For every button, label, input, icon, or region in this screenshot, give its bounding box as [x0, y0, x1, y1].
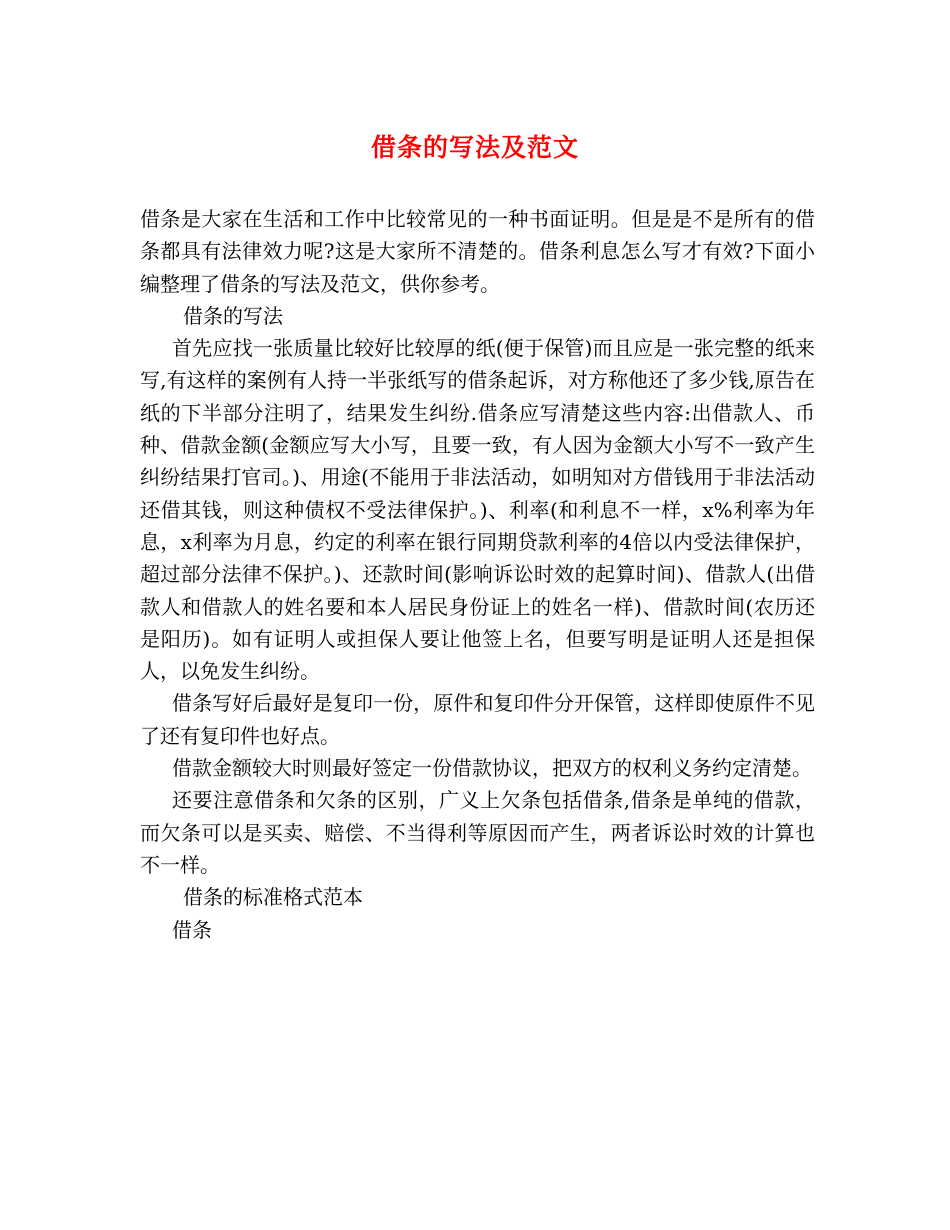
template-title: 借条 — [172, 917, 212, 942]
intro-paragraph: 借条是大家在生活和工作中比较常见的一种书面证明。但是是不是所有的借条都具有法律效力呢?这是大家所不清楚的。借条利息怎么写才有效?下面小编整理了借条的写法及范文，供你参考。 — [140, 207, 815, 296]
section-heading-writing-method: 借条的写法 — [183, 303, 283, 328]
document-body — [140, 203, 815, 946]
paragraph-iou-difference: 还要注意借条和欠条的区别，广义上欠条包括借条,借条是单纯的借款，而欠条可以是买卖、赔偿、不当得利等原因而产生，两者诉讼时效的计算也不一样。 — [140, 788, 815, 877]
paragraph-loan-agreement: 借款金额较大时则最好签定一份借款协议，把双方的权利义务约定清楚。 — [172, 756, 812, 781]
document-title: 借条的写法及范文 — [370, 133, 579, 162]
section-heading-standard-template: 借条的标准格式范本 — [183, 885, 363, 910]
paragraph-copy-storage: 借条写好后最好是复印一份，原件和复印件分开保管，这样即使原件不见了还有复印件也好点。 — [140, 691, 815, 748]
paragraph-paper-and-content: 首先应找一张质量比较好比较厚的纸(便于保管)而且应是一张完整的纸来写,有这样的案例有人持一半张纸写的借条起诉，对方称他还了多少钱,原告在纸的下半部分注明了，结果发生纠纷.借条应写清楚这些内容:出借款人、币种、借款金额(金额应写大小写，且要一致，有人因为金额大小写不一致产生纠纷结果打官司。)、用途(不能用于非法活动，如明知对方借钱用于非法活动还借其钱，则这种债权不受法律保护。)、利率(和利息不一样，x%利率为年息，x利率为月息，约定的利率在银行同期贷款利率的4倍以内受法律保护，超过部分法律不保护。)、还款时间(影响诉讼时效的起算时间)、借款人(出借款人和借款人的姓名要和本人居民身份证上的姓名一样)、借款时间(农历还是阳历)。如有证明人或担保人要让他签上名，但要写明是证明人还是担保人，以免发生纠纷。 — [140, 336, 815, 684]
